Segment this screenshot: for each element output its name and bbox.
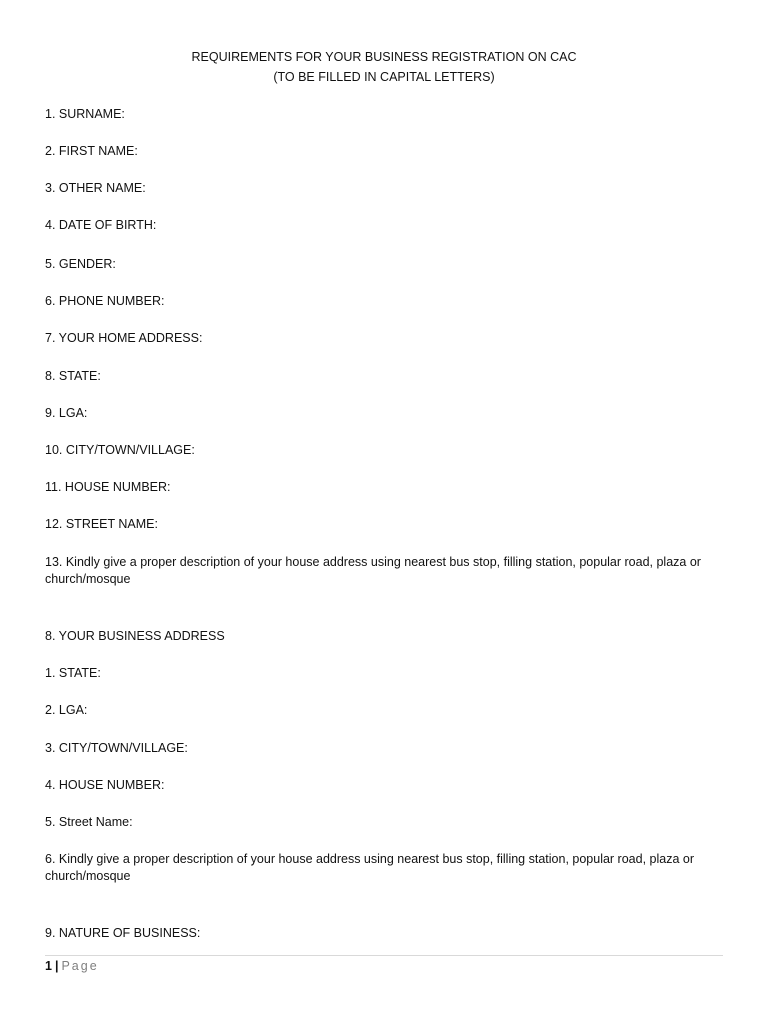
business-field-state: 1. STATE: bbox=[45, 666, 101, 680]
page-label: Page bbox=[61, 959, 99, 973]
field-first-name: 2. FIRST NAME: bbox=[45, 144, 138, 158]
field-home-address: 7. YOUR HOME ADDRESS: bbox=[45, 331, 203, 345]
page-footer bbox=[45, 958, 99, 974]
page-number: 1 bbox=[45, 959, 52, 973]
footer-separator: | bbox=[54, 959, 59, 973]
field-state: 8. STATE: bbox=[45, 369, 101, 383]
footer-divider bbox=[45, 955, 723, 956]
field-home-description: 13. Kindly give a proper description of your house address using nearest bus stop, filling station, popular road, plaza or church/mosque bbox=[45, 555, 701, 586]
field-lga: 9. LGA: bbox=[45, 406, 88, 420]
business-field-street-name: 5. Street Name: bbox=[45, 815, 133, 829]
business-address-heading: 8. YOUR BUSINESS ADDRESS bbox=[45, 629, 225, 643]
field-street-name: 12. STREET NAME: bbox=[45, 517, 158, 531]
field-surname: 1. SURNAME: bbox=[45, 107, 125, 121]
field-other-name: 3. OTHER NAME: bbox=[45, 181, 146, 195]
title-line-2: (TO BE FILLED IN CAPITAL LETTERS) bbox=[273, 70, 495, 84]
business-field-house-number: 4. HOUSE NUMBER: bbox=[45, 778, 165, 792]
document-title bbox=[0, 47, 768, 87]
field-gender: 5. GENDER: bbox=[45, 257, 116, 271]
field-nature-of-business: 9. NATURE OF BUSINESS: bbox=[45, 926, 201, 940]
field-house-number: 11. HOUSE NUMBER: bbox=[45, 480, 171, 494]
field-city-town-village: 10. CITY/TOWN/VILLAGE: bbox=[45, 443, 195, 457]
field-date-of-birth: 4. DATE OF BIRTH: bbox=[45, 218, 157, 232]
field-phone-number: 6. PHONE NUMBER: bbox=[45, 294, 165, 308]
business-field-description: 6. Kindly give a proper description of your house address using nearest bus stop, filling station, popular road, plaza or church/mosque bbox=[45, 852, 694, 883]
business-field-city-town-village: 3. CITY/TOWN/VILLAGE: bbox=[45, 741, 188, 755]
title-line-1: REQUIREMENTS FOR YOUR BUSINESS REGISTRATION ON CAC bbox=[191, 50, 577, 64]
business-field-lga: 2. LGA: bbox=[45, 703, 88, 717]
